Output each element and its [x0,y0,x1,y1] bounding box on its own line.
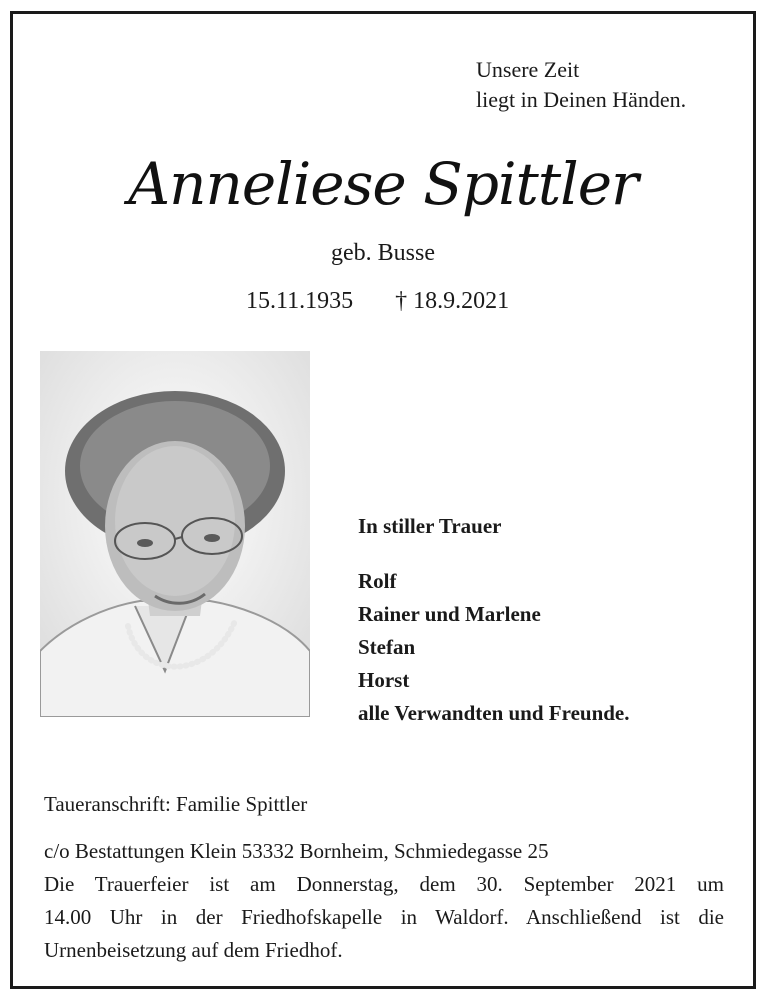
birth-date: 15.11.1935 [246,288,354,314]
ceremony-line-1: Die Trauerfeier ist am Donnerstag, dem 30. September 2021 um [44,872,724,896]
mourner-name: Rainer und Marlene [358,602,541,626]
motto-line-2: liegt in Deinen Händen. [476,87,687,112]
deceased-name: Anneliese Spittler [128,150,638,218]
mourning-heading: In stiller Trauer [358,514,502,538]
mourner-name: alle Verwandten und Freunde. [358,701,630,725]
portrait-photo-icon [40,351,310,717]
mourner-name: Rolf [358,569,397,593]
life-dates [246,288,509,315]
mourner-name: Horst [358,668,410,692]
mourning-address: Taueranschrift: Familie Spittler [44,792,308,816]
death-date: † 18.9.2021 [395,288,510,314]
ceremony-line-3: Urnenbeisetzung auf dem Friedhof. [44,938,343,962]
motto [476,55,686,115]
mourner-name: Stefan [358,635,416,659]
motto-line-1: Unsere Zeit [476,57,580,82]
portrait-photo [40,351,310,717]
footer-info [44,788,724,967]
mourners-block [358,510,630,730]
maiden-name: geb. Busse [331,240,435,266]
funeral-home-address: c/o Bestattungen Klein 53332 Bornheim, Schmiedegasse 25 [44,839,549,863]
ceremony-line-2: 14.00 Uhr in der Friedhofskapelle in Waldorf. Anschließend ist die [44,905,724,929]
